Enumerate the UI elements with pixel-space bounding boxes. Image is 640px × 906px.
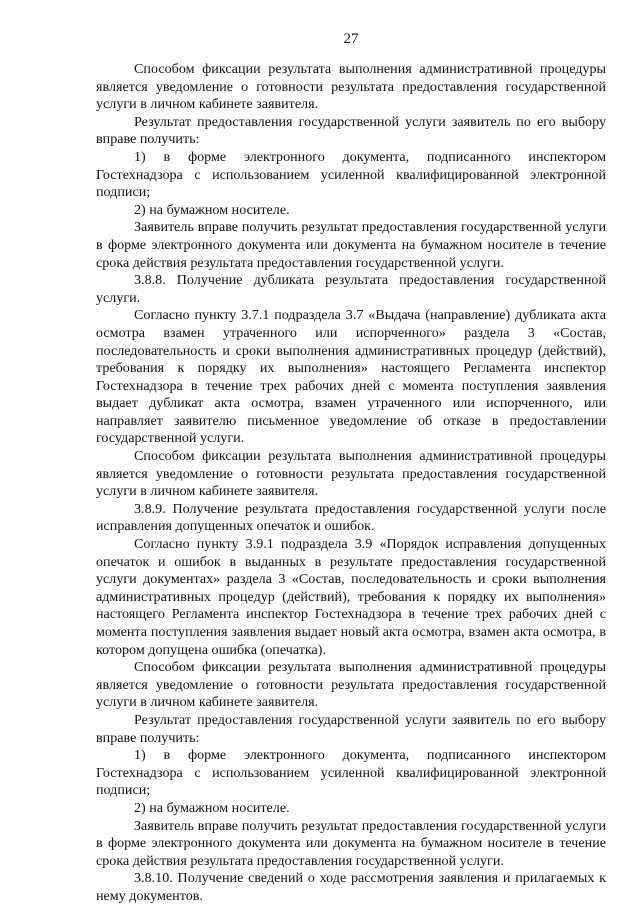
paragraph-result-validity: Заявитель вправе получить результат предоставления государственной услуги в форме электронного документа или документа на бумажном носителе в течение срока действия результата предоставления государственной услуги. bbox=[96, 817, 606, 869]
paragraph-option-electronic: 1) в форме электронного документа, подписанного инспектором Гостехнадзора с использованием усиленной квалифицированной электронной подписи; bbox=[96, 747, 606, 799]
document-body bbox=[96, 61, 606, 906]
paragraph-result-options: Результат предоставления государственной услуги заявитель по его выбору вправе получить: bbox=[96, 113, 606, 148]
paragraph-clause-3-7-1: Согласно пункту 3.7.1 подраздела 3.7 «Выдача (направление) дубликата акта осмотра взамен утраченного или испорченного» раздела 3 «Состав, последовательность и сроки выполнения административных процедур (действий), требования к порядку их выполнения» настоящего Регламента инспектор Гостехнадзора в течение трех рабочих дней с момента поступления заявления выдает дубликат акта осмотра, взамен утраченного или испорченного, или направляет заявителю письменное уведомление об отказе в предоставлении государственной услуги. bbox=[96, 307, 606, 447]
paragraph-clause-3-9-1: Согласно пункту 3.9.1 подраздела 3.9 «Порядок исправления допущенных опечаток и ошибок в выданных в результате предоставления государственной услуги документах» раздела 3 «Состав, последовательность и сроки выполнения административных процедур (действий), требования к порядку их выполнения» настоящего Регламента инспектор Гостехнадзора в течение трех рабочих дней с момента поступления заявления выдает новый акта осмотра, взамен акта осмотра, в котором допущена ошибка (опечатка). bbox=[96, 536, 606, 658]
paragraph-fixation-method: Способом фиксации результата выполнения административной процедуры является уведомление о готовности результата предоставления государственной услуги в личном кабинете заявителя. bbox=[96, 448, 606, 500]
paragraph-fixation-method: Способом фиксации результата выполнения административной процедуры является уведомление о готовности результата предоставления государственной услуги в личном кабинете заявителя. bbox=[96, 659, 606, 711]
paragraph-section-3-8-8: 3.8.8. Получение дубликата результата предоставления государственной услуги. bbox=[96, 272, 606, 306]
paragraph-section-3-8-9: 3.8.9. Получение результата предоставления государственной услуги после исправления допущенных опечаток и ошибок. bbox=[96, 500, 606, 535]
paragraph-option-paper: 2) на бумажном носителе. bbox=[134, 201, 290, 218]
paragraph-result-validity: Заявитель вправе получить результат предоставления государственной услуги в форме электронного документа или документа на бумажном носителе в течение срока действия результата предоставления государственной услуги. bbox=[96, 219, 606, 271]
paragraph-option-paper: 2) на бумажном носителе. bbox=[134, 799, 290, 816]
paragraph-fixation-method: Способом фиксации результата выполнения административной процедуры является уведомление о готовности результата предоставления государственной услуги в личном кабинете заявителя. bbox=[96, 61, 606, 113]
page-number: 27 bbox=[343, 31, 359, 47]
paragraph-section-3-8-10: 3.8.10. Получение сведений о ходе рассмотрения заявления и прилагаемых к нему документов. bbox=[96, 870, 606, 904]
paragraph-result-options: Результат предоставления государственной услуги заявитель по его выбору вправе получить: bbox=[96, 711, 606, 746]
paragraph-option-electronic: 1) в форме электронного документа, подписанного инспектором Гостехнадзора с использованием усиленной квалифицированной электронной подписи; bbox=[96, 148, 606, 201]
